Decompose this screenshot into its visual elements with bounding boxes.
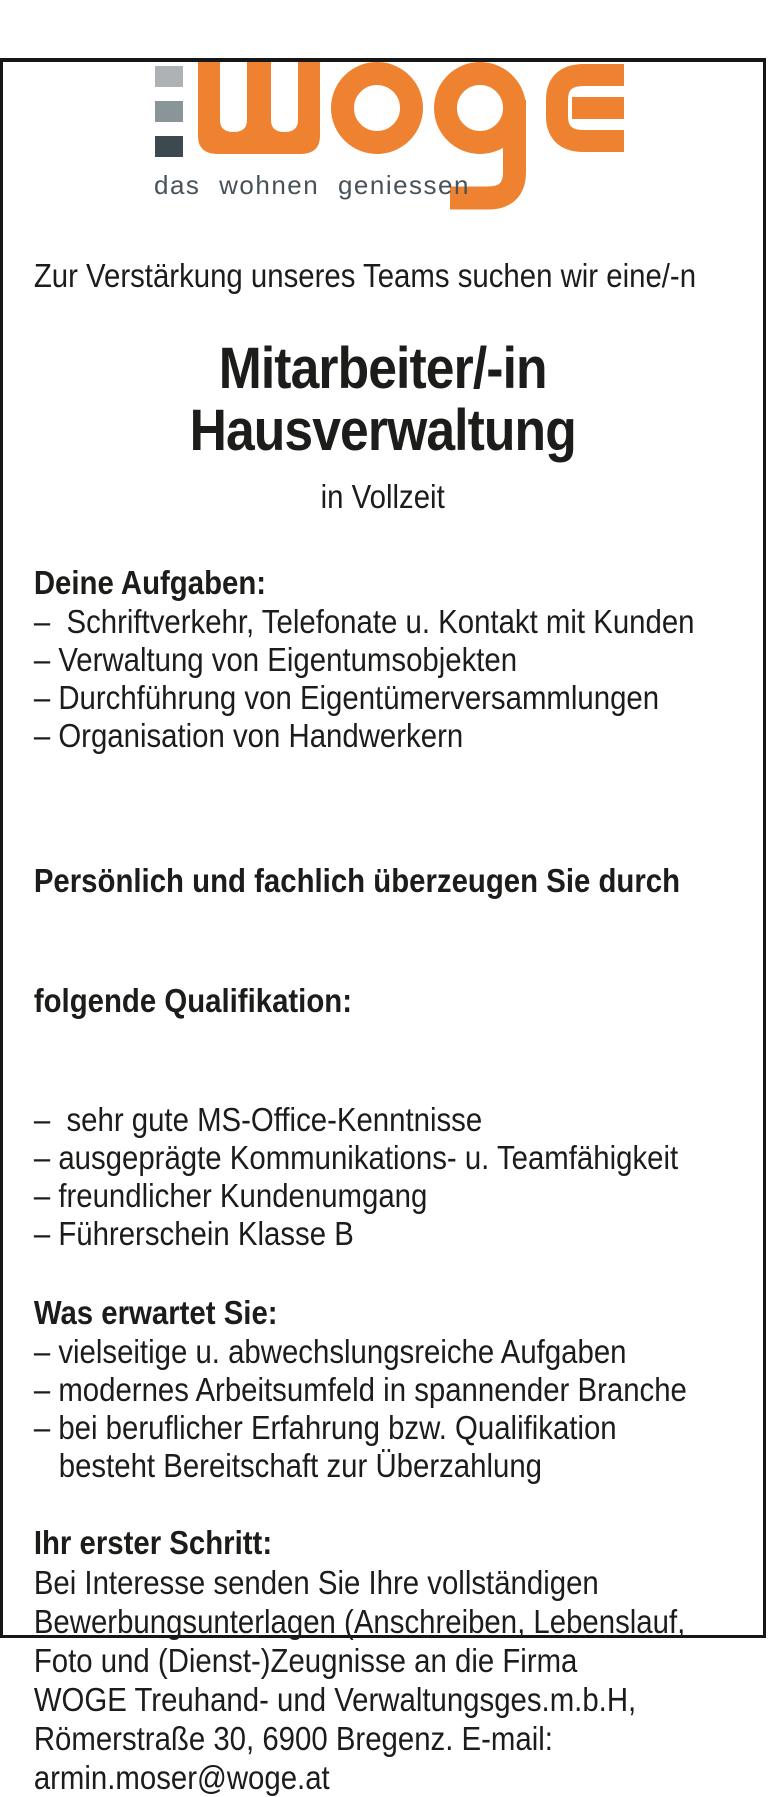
- logo-square-mid-icon: [155, 101, 183, 122]
- woge-logo: [150, 58, 630, 210]
- ad-content: [0, 256, 771, 1797]
- bullet-item: – Schriftverkehr, Telefonate u. Kontakt mit Kunden: [33, 603, 695, 640]
- application-paragraph: [34, 1563, 732, 1797]
- bullet-item: – Organisation von Handwerkern: [33, 717, 464, 754]
- wordmark-letter-w: [198, 62, 320, 154]
- section-qualifications-heading: [34, 781, 732, 1101]
- paragraph-line: Bei Interesse senden Sie Ihre vollständigen: [33, 1564, 599, 1601]
- bullet-item: – sehr gute MS-Office-Kenntnisse: [33, 1101, 483, 1138]
- paragraph-line: Bewerbungsunterlagen (Anschreiben, Lebenslauf,: [33, 1603, 686, 1640]
- logo-square-light-icon: [155, 66, 183, 87]
- section-offer: [34, 1293, 732, 1485]
- employment-type: in Vollzeit: [320, 478, 445, 515]
- section-tasks: [34, 563, 732, 755]
- intro-text: Zur Verstärkung unseres Teams suchen wir eine/-n: [33, 257, 697, 294]
- logo-square-dark-icon: [155, 136, 183, 157]
- section-offer-heading: Was erwartet Sie:: [33, 1294, 278, 1331]
- section-apply: [34, 1523, 732, 1797]
- woge-logo-graphic: [150, 58, 630, 210]
- bullet-item: – vielseitige u. abwechslungsreiche Aufgaben: [33, 1333, 627, 1370]
- heading-line: Persönlich und fachlich überzeugen Sie durch: [33, 862, 681, 899]
- section-apply-heading: Ihr erster Schritt:: [33, 1524, 273, 1561]
- bullet-item-continuation: besteht Bereitschaft zur Überzahlung: [58, 1447, 542, 1484]
- job-title: [34, 338, 732, 462]
- bullet-item: – modernes Arbeitsumfeld in spannender Branche: [33, 1371, 687, 1408]
- bullet-item: – Führerschein Klasse B: [33, 1215, 354, 1252]
- section-tasks-heading: Deine Aufgaben:: [33, 564, 267, 601]
- wordmark-letter-o: [343, 74, 412, 143]
- job-advertisement: [0, 58, 771, 1796]
- paragraph-line: Römerstraße 30, 6900 Bregenz. E-mail:: [33, 1720, 553, 1757]
- wordmark-letter-e: [557, 75, 624, 141]
- bullet-item: – Durchführung von Eigentümerversammlungen: [33, 679, 660, 716]
- email-address: armin.moser@woge.at: [33, 1759, 330, 1796]
- paragraph-line: Foto und (Dienst-)Zeugnisse an die Firma: [33, 1642, 578, 1679]
- bullet-item: – ausgeprägte Kommunikations- u. Teamfähigkeit: [33, 1139, 679, 1176]
- heading-line: folgende Qualifikation:: [33, 982, 353, 1019]
- bullet-item: – bei beruflicher Erfahrung bzw. Qualifikation: [33, 1409, 617, 1446]
- job-title-line-2: Hausverwaltung: [189, 398, 576, 463]
- bullet-item: – Verwaltung von Eigentumsobjekten: [33, 641, 518, 678]
- job-title-line-1: Mitarbeiter/-in: [218, 336, 547, 401]
- bullet-item: – freundlicher Kundenumgang: [33, 1177, 428, 1214]
- section-qualifications: [34, 781, 732, 1253]
- paragraph-line: WOGE Treuhand- und Verwaltungsges.m.b.H,: [33, 1681, 637, 1718]
- logo-tagline: das wohnen geniessen: [154, 170, 470, 200]
